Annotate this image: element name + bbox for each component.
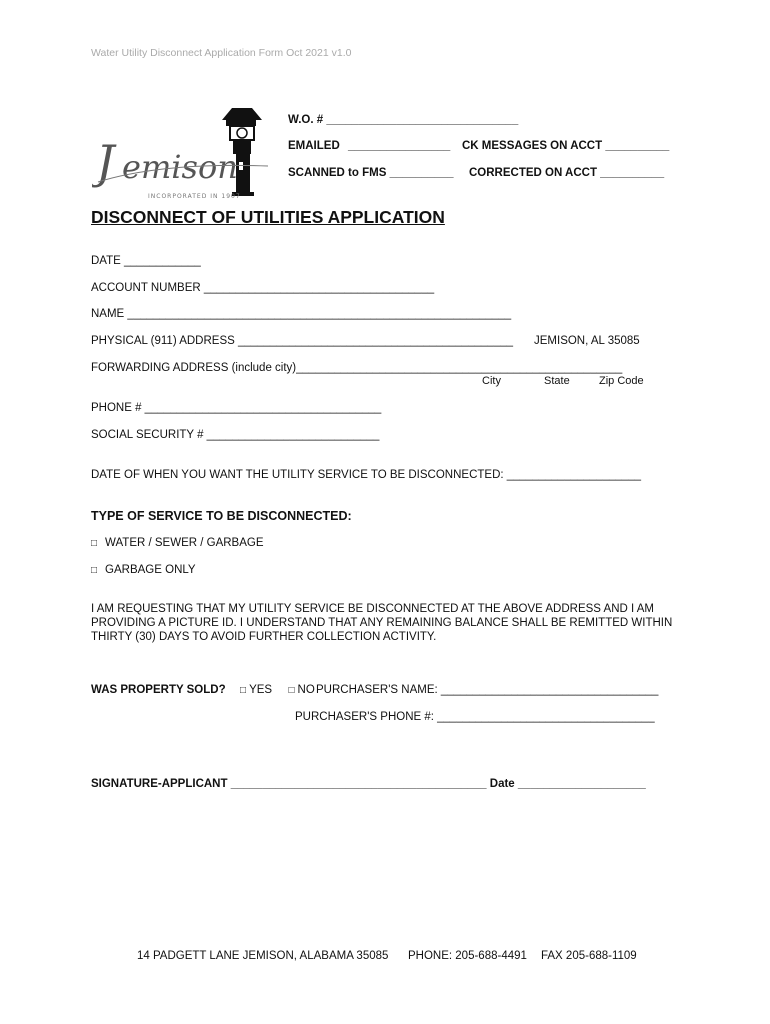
phone-field[interactable]: PHONE # _____________________________________: [91, 402, 382, 414]
signature-date-label: Date: [489, 778, 515, 790]
disconnect-statement: I AM REQUESTING THAT MY UTILITY SERVICE BE DISCONNECTED AT THE ABOVE ADDRESS AND I AM PROVIDING A PICTURE ID. I UNDERSTAND THAT ANY REMAINING BALANCE SHALL BE REMITTED WITHIN THIRTY (30) DAYS TO AVOID FURTHER COLLECTION ACTIVITY.: [91, 603, 673, 643]
city-label: City: [482, 375, 501, 387]
form-title: DISCONNECT OF UTILITIES APPLICATION: [91, 207, 445, 227]
disconnect-date-field[interactable]: DATE OF WHEN YOU WANT THE UTILITY SERVICE TO BE DISCONNECTED: _____________________: [91, 469, 642, 481]
scanned-field[interactable]: SCANNED to FMS __________: [288, 167, 454, 179]
svg-text:J: J: [96, 135, 115, 189]
state-label: State: [544, 375, 570, 387]
signature-line[interactable]: ________________________________________: [230, 778, 487, 790]
option-garbage-label: GARBAGE ONLY: [105, 564, 196, 576]
ck-messages-field[interactable]: CK MESSAGES ON ACCT __________: [462, 140, 670, 152]
yes-label: YES: [249, 684, 273, 696]
emailed-field[interactable]: ________________: [348, 140, 451, 152]
footer-fax: FAX 205-688-1109: [541, 950, 637, 962]
checkbox-icon[interactable]: □: [288, 685, 295, 696]
account-number-field[interactable]: ACCOUNT NUMBER ____________________________________: [91, 282, 435, 294]
svg-text:emison: emison: [122, 148, 238, 186]
date-field[interactable]: DATE ____________: [91, 255, 201, 267]
property-sold-row: [91, 684, 315, 696]
physical-address-field[interactable]: PHYSICAL (911) ADDRESS ___________________________________________: [91, 335, 514, 347]
property-sold-question: WAS PROPERTY SOLD?: [91, 684, 226, 696]
work-order-field[interactable]: W.O. # ______________________________: [288, 114, 519, 126]
emailed-label: EMAILED: [288, 140, 340, 152]
name-field[interactable]: NAME ____________________________________________________________: [91, 308, 512, 320]
no-label: NO: [297, 684, 315, 696]
option-water-label: WATER / SEWER / GARBAGE: [105, 537, 264, 549]
form-version-note: Water Utility Disconnect Application Form Oct 2021 v1.0: [91, 47, 352, 59]
signature-label: SIGNATURE-APPLICANT: [91, 778, 228, 790]
option-garbage-only[interactable]: [91, 564, 196, 576]
purchaser-name-field[interactable]: PURCHASER'S NAME: __________________________________: [316, 684, 659, 696]
social-security-field[interactable]: SOCIAL SECURITY # ___________________________: [91, 429, 380, 441]
footer-phone: PHONE: 205-688-4491: [408, 950, 527, 962]
footer-address: 14 PADGETT LANE JEMISON, ALABAMA 35085: [137, 950, 389, 962]
signature-row: [91, 778, 646, 790]
svg-text:INCORPORATED IN 1907: INCORPORATED IN 1907: [148, 193, 241, 200]
corrected-field[interactable]: CORRECTED ON ACCT __________: [469, 167, 665, 179]
signature-date-line[interactable]: ____________________: [517, 778, 646, 790]
zip-code-label: Zip Code: [599, 375, 644, 387]
checkbox-icon[interactable]: □: [240, 685, 247, 696]
jemison-logo: [92, 104, 272, 204]
checkbox-icon[interactable]: □: [91, 538, 98, 549]
forwarding-address-field[interactable]: FORWARDING ADDRESS (include city)___________________________________________________: [91, 362, 623, 374]
physical-address-suffix: JEMISON, AL 35085: [534, 335, 640, 347]
checkbox-icon[interactable]: □: [91, 565, 98, 576]
option-water-sewer-garbage[interactable]: [91, 537, 264, 549]
service-type-heading: TYPE OF SERVICE TO BE DISCONNECTED:: [91, 509, 352, 523]
purchaser-phone-field[interactable]: PURCHASER'S PHONE #: __________________________________: [295, 711, 655, 723]
